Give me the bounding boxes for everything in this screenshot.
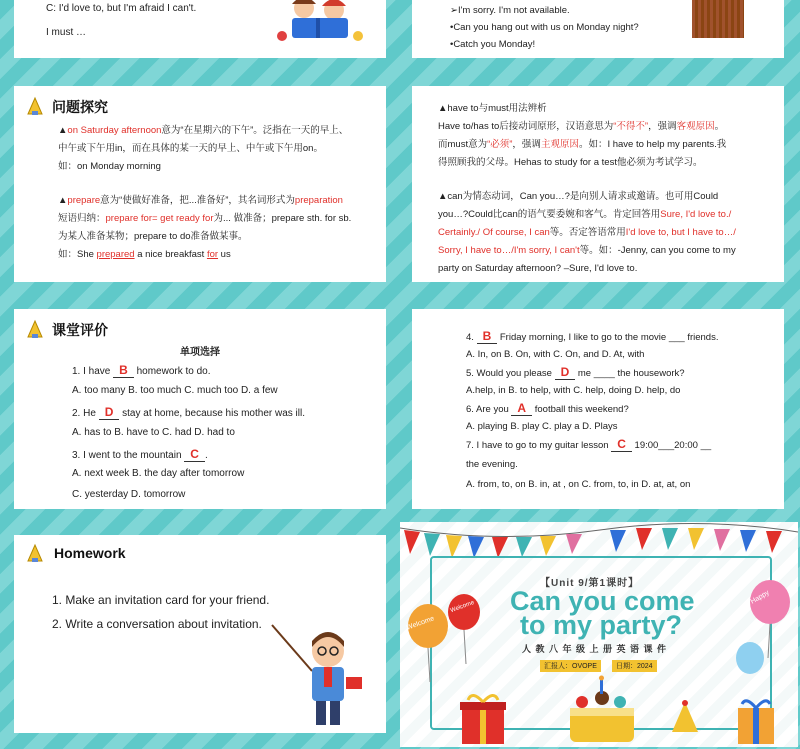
section-subtitle: 单项选择 bbox=[180, 347, 220, 358]
birthday-cake-illustration bbox=[562, 672, 642, 747]
balloon-right-text: Happy bbox=[749, 589, 771, 606]
question-2-options: A. has to B. have to C. had D. had to bbox=[72, 427, 235, 438]
hang-out-line: •Can you hang out with us on Monday night? bbox=[450, 22, 639, 33]
party-hat bbox=[670, 700, 700, 734]
para1-example: 如：on Monday morning bbox=[58, 161, 161, 172]
question-5-options: A.help, in B. to help, with C. help, doing D. help, do bbox=[466, 385, 681, 396]
could-line: you…?Could比can的语气要委婉和客气。肯定回答用Sure, I'd love to./ bbox=[438, 209, 732, 220]
question-1-options: A. too many B. too much C. much too D. a few bbox=[72, 385, 278, 396]
speaker-label: 汇报人：OVOPE bbox=[540, 660, 601, 672]
dialogue-line-must: I must … bbox=[46, 27, 87, 38]
slide-homework bbox=[14, 535, 386, 733]
slide-1-partial bbox=[14, 0, 386, 58]
homework-item-1: 1. Make an invitation card for your friend. bbox=[52, 593, 270, 607]
have-to-line1: Have to/has to后接动词原形，汉语意思为“不得不”，强调客观原因。 bbox=[438, 121, 725, 132]
slide-title: 课堂评价 bbox=[52, 322, 108, 338]
slide-title: 问题探究 bbox=[52, 99, 108, 115]
question-4-options: A. In, on B. On, with C. On, and D. At, with bbox=[466, 349, 645, 360]
balloon-right-2 bbox=[730, 642, 770, 692]
slide-class-evaluation-continued bbox=[412, 309, 784, 509]
para2-line1: ▲prepare意为“使做好准备，把...准备好”，其名词形式为preparation bbox=[58, 195, 343, 206]
balloon-left-2-text: Welcome bbox=[449, 599, 476, 615]
can-heading: ▲can为情态动词，Can you…?是向别人请求或邀请。也可用Could bbox=[438, 191, 719, 202]
party-example-line: party on Saturday afternoon? –Sure, I'd love to. bbox=[438, 263, 638, 274]
question-7-continued: the evening. bbox=[466, 459, 518, 470]
question-7: 7. I have to go to my guitar lesson C 19:00___20:00 __ bbox=[466, 437, 712, 451]
brick-decoration bbox=[692, 0, 744, 38]
bulb-icon bbox=[26, 543, 44, 563]
question-7-options: A. from, to, on B. in, at , on C. from, to, in D. at, at, on bbox=[466, 479, 691, 490]
para2-example: 如：She prepared a nice breakfast for us bbox=[58, 249, 231, 260]
bulb-icon bbox=[26, 96, 44, 116]
cover-title-line1: Can you come bbox=[510, 586, 695, 616]
gift-box-left bbox=[458, 690, 508, 746]
cover-subtitle: 人 教 八 年 级 上 册 英 语 课 件 bbox=[522, 644, 668, 654]
must-line: 而must意为“必须”，强调主观原因。如：I have to help my parents.我 bbox=[438, 139, 727, 150]
question-3: 3. I went to the mountain C . bbox=[72, 447, 208, 461]
question-6-options: A. playing B. play C. play a D. Plays bbox=[466, 421, 618, 432]
slide-title-cover bbox=[400, 522, 798, 747]
catch-you-line: •Catch you Monday! bbox=[450, 39, 536, 50]
not-available-line: ➢I'm sorry. I'm not available. bbox=[450, 5, 570, 16]
question-3-options-1: A. next week B. the day after tomorrow bbox=[72, 468, 245, 479]
teacher-illustration bbox=[268, 621, 378, 731]
balloon-left-text: Welcome bbox=[405, 615, 436, 632]
certainly-line: Certainly./ Of course, I can等。否定答语常用I'd love to, but I have to…/ bbox=[438, 227, 736, 238]
kids-reading-illustration bbox=[264, 0, 374, 44]
slide-title: Homework bbox=[54, 545, 126, 561]
date-label: 日期：2024 bbox=[612, 660, 657, 672]
dialogue-line-c: C: I'd love to, but I'm afraid I can't. bbox=[46, 3, 197, 14]
gift-box-right bbox=[734, 690, 778, 746]
question-5: 5. Would you please D me ____ the housework? bbox=[466, 365, 685, 379]
bulb-icon bbox=[26, 319, 44, 339]
para2-line2: 短语归纳：prepare for= get ready for为... 做准备；prepare sth. for sb. bbox=[58, 213, 352, 224]
example-line: 得照顾我的父母。Hehas to study for a test他必须为考试学习。 bbox=[438, 157, 703, 168]
question-3-options-2: C. yesterday D. tomorrow bbox=[72, 489, 186, 500]
slide-class-evaluation bbox=[14, 309, 386, 509]
slide-2-partial bbox=[412, 0, 784, 58]
slide-grammar-notes bbox=[412, 86, 784, 282]
unit-label: 【Unit 9/第1课时】 bbox=[540, 578, 640, 589]
slide-question-explore bbox=[14, 86, 386, 282]
question-6: 6. Are you A football this weekend? bbox=[466, 401, 629, 415]
question-2: 2. He D stay at home, because his mother was ill. bbox=[72, 405, 305, 419]
have-to-heading: ▲have to与must用法辨析 bbox=[438, 103, 547, 114]
homework-item-2: 2. Write a conversation about invitation. bbox=[52, 617, 262, 631]
question-1: 1. I have B homework to do. bbox=[72, 363, 211, 377]
question-4: 4. B Friday morning, I like to go to the movie ___ friends. bbox=[466, 329, 719, 343]
sorry-line: Sorry, I have to…/I'm sorry, I can't等。如：-Jenny, can you come to my bbox=[438, 245, 736, 256]
para1-line1: ▲on Saturday afternoon意为“在星期六的下午”。泛指在一天的早上、 bbox=[58, 125, 349, 136]
cover-title-line2: to my party? bbox=[520, 610, 683, 640]
para1-line2: 中午或下午用in，而在具体的某一天的早上、中午或下午用on。 bbox=[58, 143, 323, 154]
para2-line3: 为某人准备某物；prepare to do准备做某事。 bbox=[58, 231, 248, 242]
